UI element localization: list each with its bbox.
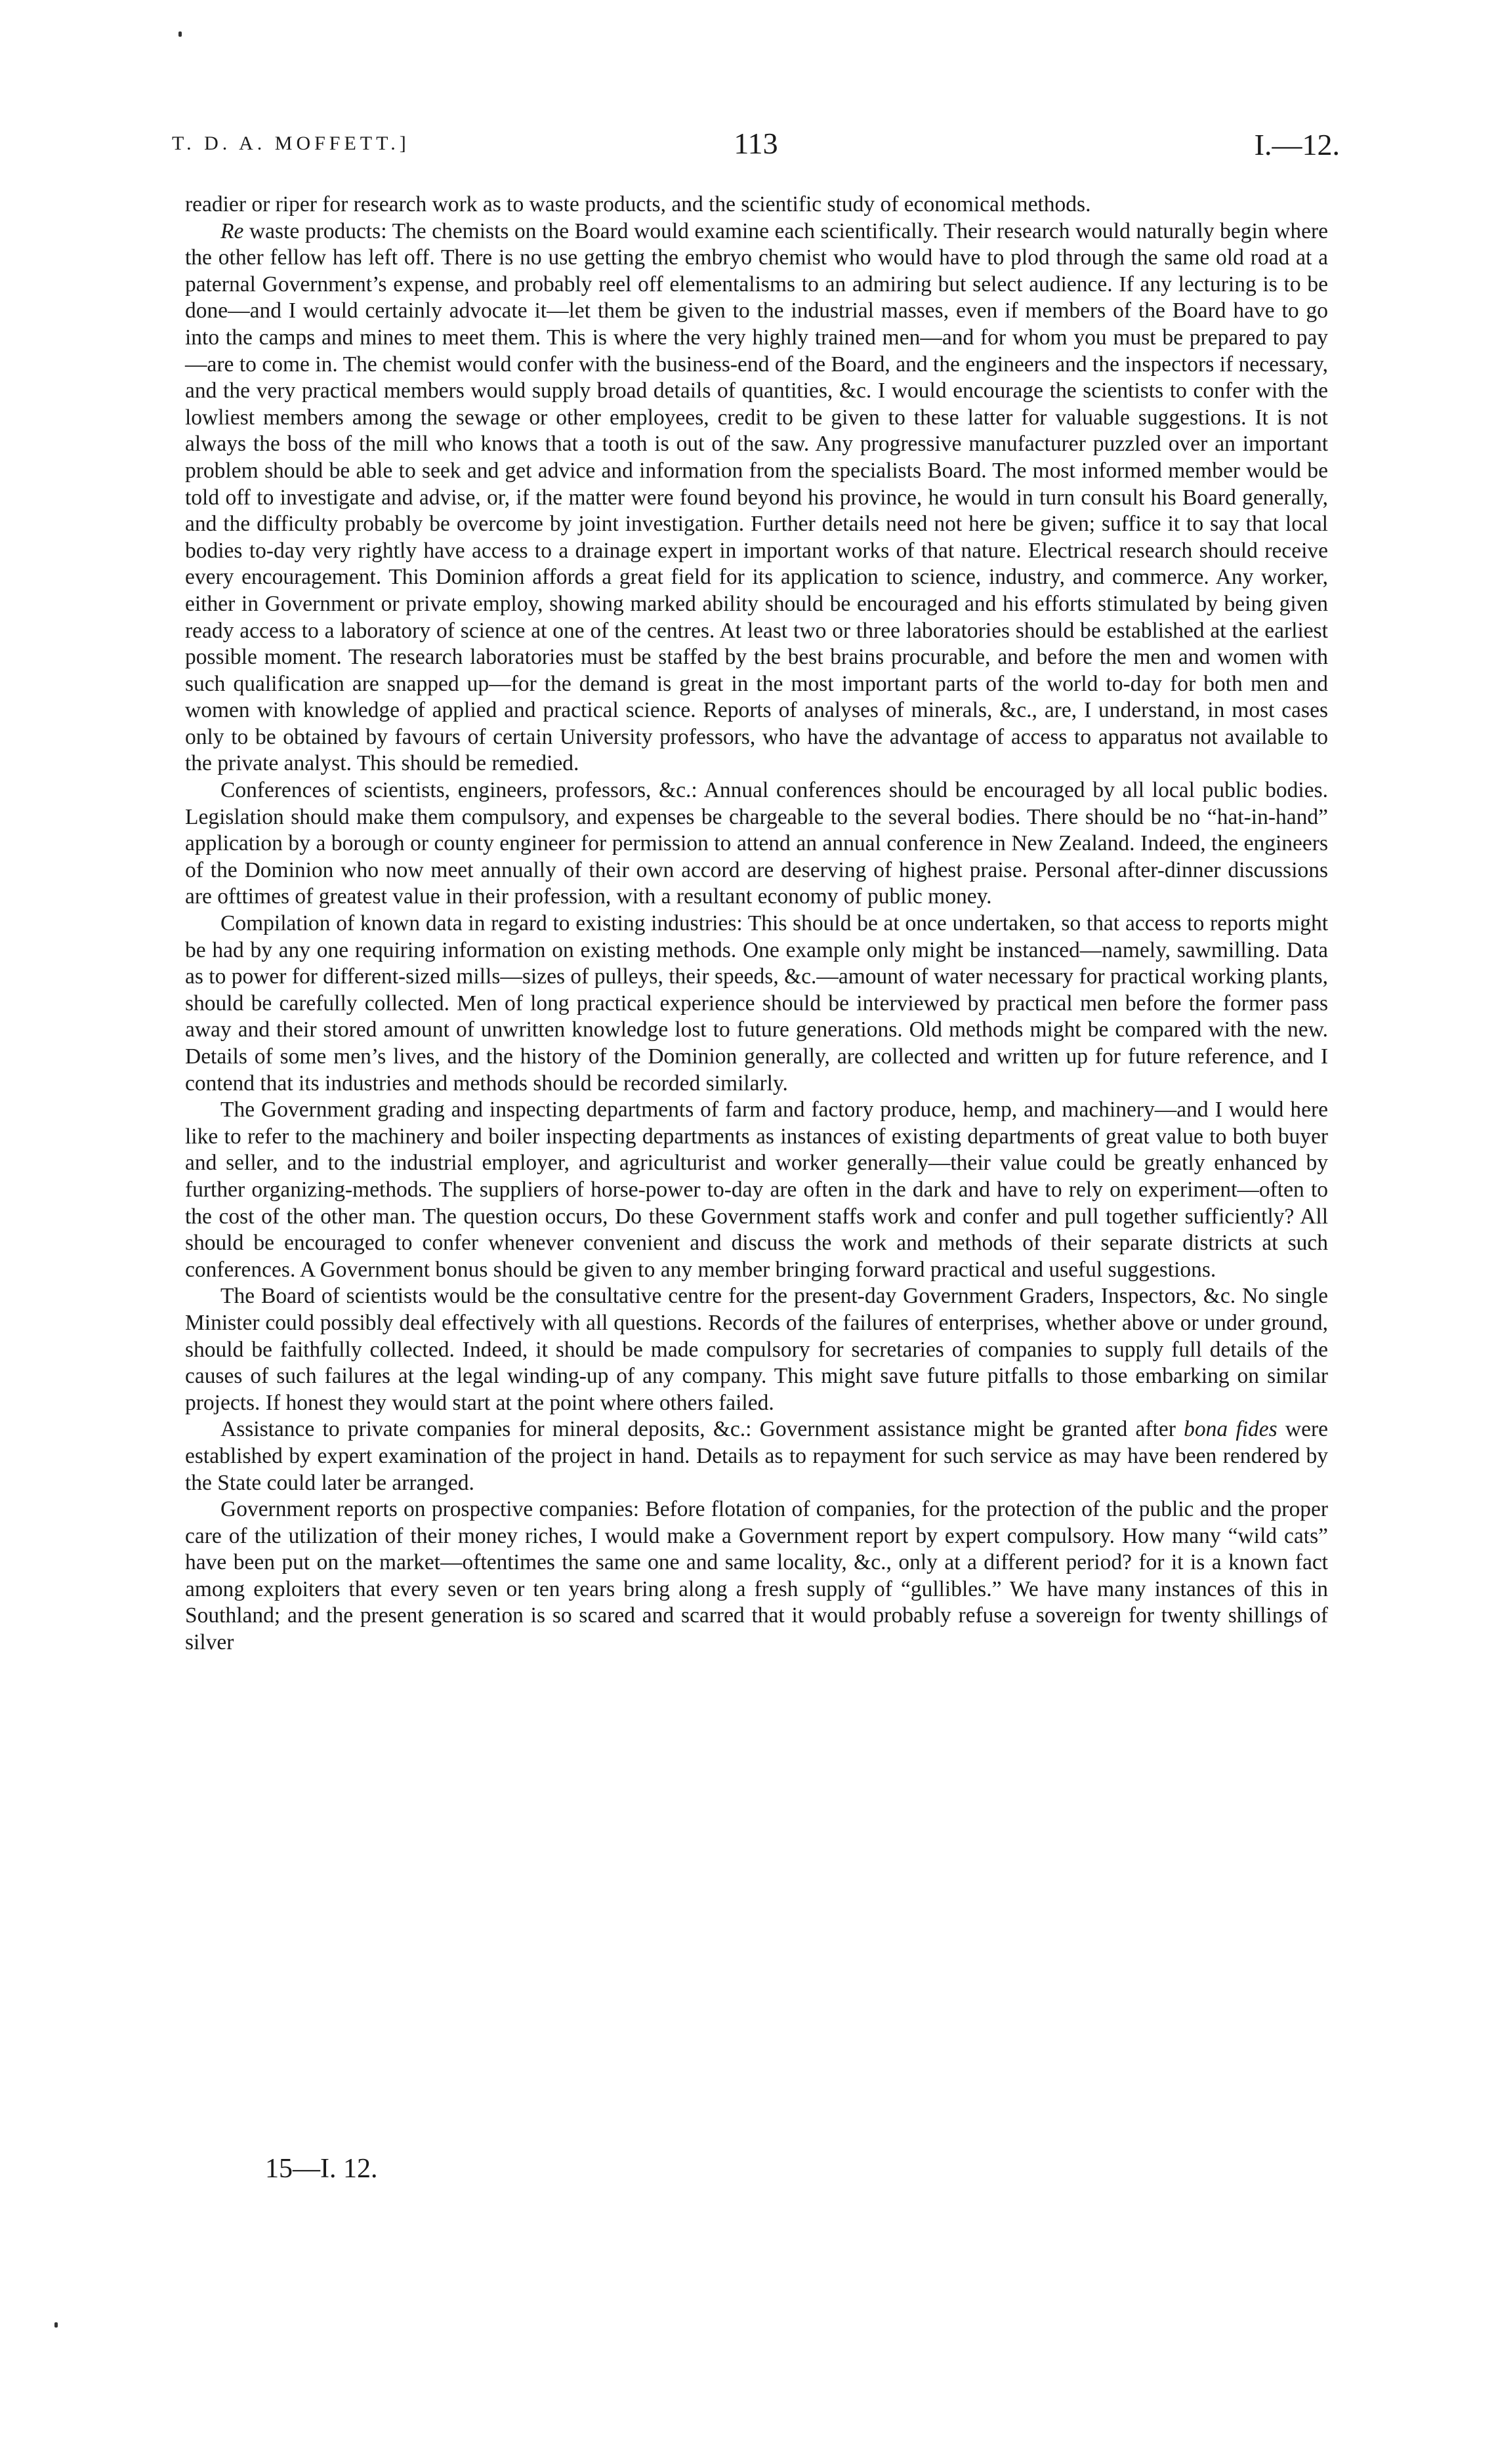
body-text bbox=[185, 192, 1328, 1656]
paragraph: The Board of scientists would be the consultative centre for the present-day Government Graders, Inspectors, &c. No single Minister could possibly deal effectively with all questions. Records of the failures of enterprises, whether above or under ground, should be faithfully collected. Indeed, it should be made compulsory for secretaries of companies to supply full details of the causes of such failures at the legal winding-up of any company. This might save future pitfalls to those embarking on similar projects. If honest they would start at the point where others failed. bbox=[185, 1284, 1328, 1415]
running-header bbox=[172, 126, 1340, 165]
author-header: T. D. A. MOFFETT.] bbox=[172, 133, 410, 154]
paragraph: Assistance to private companies for mineral deposits, &c.: Government assistance might be granted after bona fides were established by expert examination of the project in hand. Details as to repayment for such service as may have been rendered by the State could later be arranged. bbox=[185, 1417, 1328, 1495]
paragraph: Re waste products: The chemists on the Board would examine each scientifically. Their research would naturally begin where the other fellow has left off. There is no use getting the embryo chemist who would have to plod through the same old road at a paternal Government’s expense, and probably reel off elementalisms to an admiring but select audience. If any lecturing is to be done—and I would certainly advocate it—let them be given to the industrial masses, even if members of the Board have to go into the camps and mines to meet them. This is where the very highly trained men—and for whom you must be prepared to pay—are to come in. The chemist would confer with the business-end of the Board, and the engineers and the inspectors if necessary, and the very practical members would supply broad details of quantities, &c. I would encourage the scientists to confer with the lowliest members among the sewage or other employees, credit to be given to these latter for valuable suggestions. It is not always the boss of the mill who knows that a tooth is out of the saw. Any progressive manufacturer puzzled over an important problem should be able to seek and get advice and information from the specialists Board. The most informed member would be told off to investigate and advise, or, if the matter were found beyond his province, he would in turn consult his Board generally, and the difficulty probably be overcome by joint investigation. Further details need not here be given; suffice it to say that local bodies to-day very rightly have access to a drainage expert in important works of that nature. Electrical research should receive every encouragement. This Dominion affords a great field for its application to science, industry, and commerce. Any worker, either in Government or private employ, showing marked ability should be encouraged and his efforts stimulated by being given ready access to a laboratory of science at one of the centres. At least two or three laboratories should be established at the earliest possible moment. The research laboratories must be staffed by the best brains procurable, and before the men and women with such qualification are snapped up—for the demand is great in the most important parts of the world to-day for both men and women with knowledge of applied and practical science. Reports of analyses of minerals, &c., are, I understand, in most cases only to be obtained by favours of certain University professors, who have the advantage of access to apparatus not available to the private analyst. This should be remedied. bbox=[185, 218, 1328, 776]
printer-signature: 15—I. 12. bbox=[265, 2154, 378, 2184]
page-number: 113 bbox=[734, 127, 778, 160]
paragraph: The Government grading and inspecting departments of farm and factory produce, hemp, and machinery—and I would here like to refer to the machinery and boiler inspecting departments as instances of existing departments of great value to both buyer and seller, and to the industrial employer, and agriculturist and worker generally—their value could be greatly enhanced by further organizing-methods. The suppliers of horse-power to-day are often in the dark and have to rely on experiment—often to the cost of the other man. The question occurs, Do these Government staffs work and confer and pull together sufficiently? All should be encouraged to confer whenever convenient and discuss the work and methods of their separate districts at such conferences. A Government bonus should be given to any member bringing forward practical and useful suggestions. bbox=[185, 1098, 1328, 1282]
document-reference: I.—12. bbox=[1254, 128, 1340, 161]
margin-mark bbox=[178, 31, 182, 37]
paragraph: Conferences of scientists, engineers, professors, &c.: Annual conferences should be encouraged by all local public bodies. Legislation should make them compulsory, and expenses be chargeable to the several bodies. There should be no “hat-in-hand” application by a borough or county engineer for permission to attend an annual conference in New Zealand. Indeed, the engineers of the Dominion who now meet annually of their own accord are deserving of highest praise. Personal after-dinner discussions are ofttimes of greatest value in their profession, with a resultant economy of public money. bbox=[185, 778, 1328, 909]
paragraph: Government reports on prospective companies: Before flotation of companies, for the protection of the public and the proper care of the utilization of their money riches, I would make a Government report by expert compulsory. How many “wild cats” have been put on the market—oftentimes the same one and same locality, &c., only at a different period? for it is a known fact among exploiters that every seven or ten years bring along a fresh supply of “gullibles.” We have many instances of this in Southland; and the present generation is so scared and scarred that it would probably refuse a sovereign for twenty shillings of silver bbox=[185, 1497, 1328, 1655]
margin-mark bbox=[54, 2322, 58, 2328]
italic-term: Re bbox=[220, 218, 244, 243]
paragraph: Compilation of known data in regard to existing industries: This should be at once undertaken, so that access to reports might be had by any one requiring information on existing methods. One example only might be instanced—namely, sawmilling. Data as to power for different-sized mills—sizes of pulleys, their speeds, &c.—amount of water necessary for practical working plants, should be carefully collected. Men of long practical experience should be interviewed by practical men before the former pass away and their stored amount of unwritten knowledge lost to future generations. Old methods might be compared with the new. Details of some men’s lives, and the history of the Dominion generally, are collected and written up for future reference, and I contend that its industries and methods should be recorded similarly. bbox=[185, 911, 1328, 1096]
italic-term: bona fides bbox=[1184, 1417, 1278, 1442]
paragraph: readier or riper for research work as to waste products, and the scientific study of economical methods. bbox=[185, 192, 1091, 216]
